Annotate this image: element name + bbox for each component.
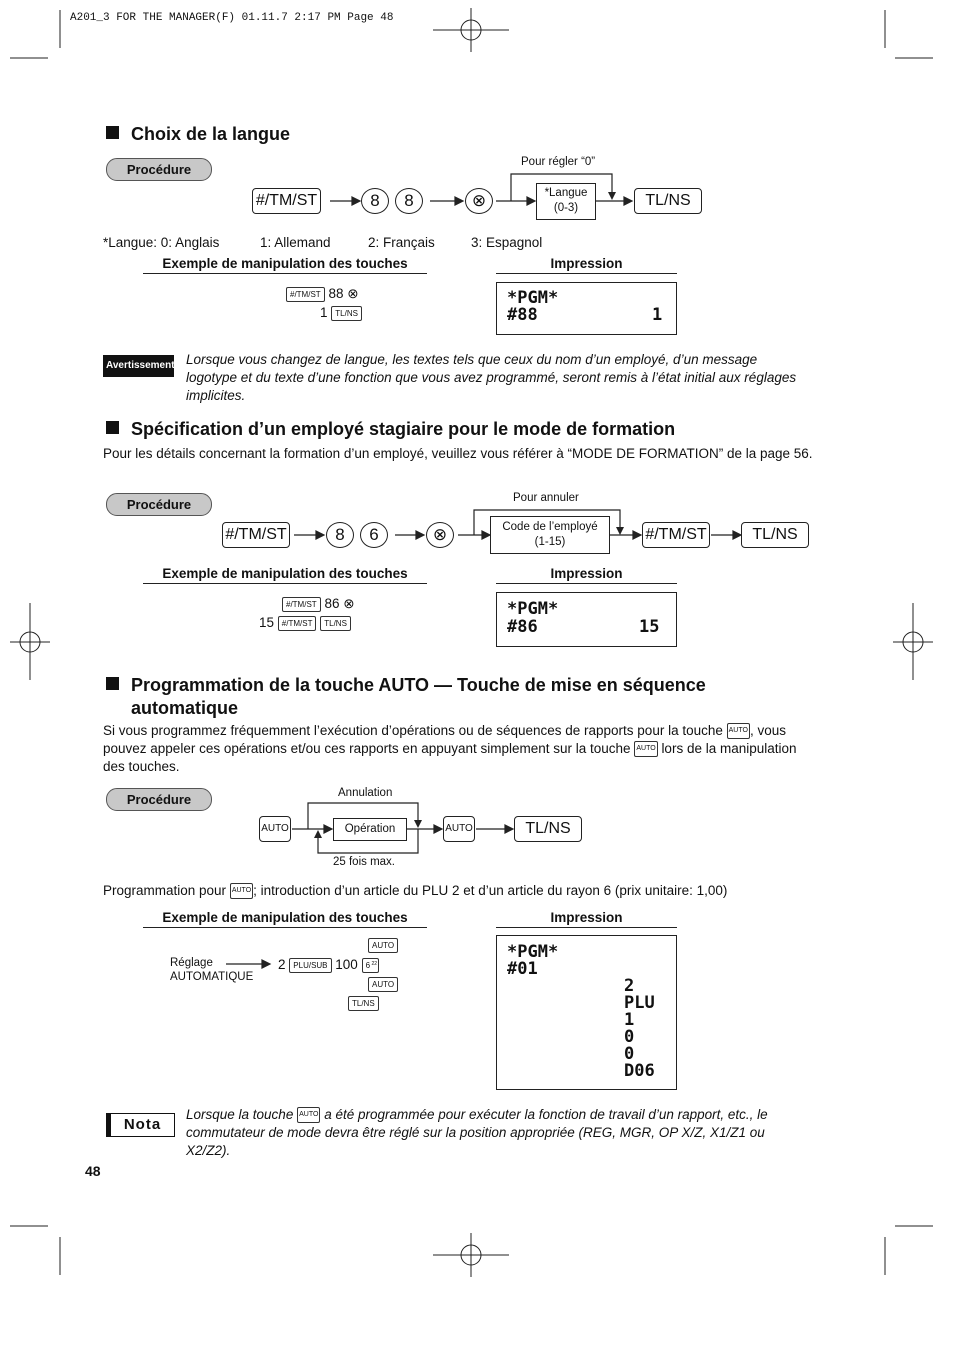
section-title-trainee: Spécification d’un employé stagiaire pour le mode de formation <box>106 419 675 440</box>
language-note-2: 2: Français <box>368 235 435 250</box>
receipt-trainee <box>496 592 677 647</box>
warning-badge: Avertissement <box>106 355 174 377</box>
auto-key-small: AUTO <box>368 976 398 994</box>
tmst-key-small: #/TM/ST <box>286 287 325 302</box>
circle-times-icon: ⊗ <box>343 596 355 611</box>
set-zero-note: Pour régler “0” <box>521 156 596 168</box>
auto-key-small: AUTO <box>368 937 398 955</box>
tmst-key[interactable]: #/TM/ST <box>222 522 290 548</box>
tmst-key-small: #/TM/ST <box>282 597 321 612</box>
tlns-key[interactable]: TL/NS <box>634 188 702 214</box>
auto-key-inline: AUTO <box>230 883 253 899</box>
digit-8-key[interactable]: 8 <box>395 188 423 214</box>
receipt-line: 2 <box>624 976 635 996</box>
section-title-language: Choix de la langue <box>106 124 290 145</box>
annulation-note: Annulation <box>338 787 393 799</box>
employee-code-box: Code de l’employé (1-15) <box>490 516 610 554</box>
auto-intro: Si vous programmez fréquemment l’exécution d’opérations ou de séquences de rapports pour la touche AUTO , vous pouvez appeler ces opérations et/ou ces rapports en appuyant simplement sur la touche AUTO lors de la manipulation des touches. <box>103 723 797 774</box>
programming-line: Programmation pour AUTO ; introduction d’un article du PLU 2 et d’un article du rayon 6 (prix unitaire: 1,00) <box>103 883 728 898</box>
cancel-note: Pour annuler <box>513 492 579 504</box>
reglage-label: Réglage <box>170 957 213 969</box>
tmst-key[interactable]: #/TM/ST <box>252 188 321 214</box>
auto-key[interactable]: AUTO <box>443 816 475 842</box>
tlns-key-small: TL/NS <box>348 995 379 1013</box>
circle-times-icon: ⊗ <box>432 525 448 544</box>
auto-key-inline: AUTO <box>634 741 657 757</box>
dept6-key-small: 6 22 <box>362 958 379 973</box>
warning-text: Lorsque vous changez de langue, les textes tels que ceux du nom d’un employé, d’un message logotype et du texte d’une fonction que vous avez programmé, seront remis à l’état initial aux réglages implicites. <box>186 352 797 403</box>
circle-times-icon: ⊗ <box>347 286 359 301</box>
operation-box: Opération <box>333 818 407 841</box>
receipt-line: 1 <box>624 1010 635 1030</box>
receipt-auto <box>496 935 677 1090</box>
tmst-key[interactable]: #/TM/ST <box>642 522 710 548</box>
procedure-badge: Procédure <box>106 788 212 811</box>
tmst-key-small: #/TM/ST <box>278 616 317 631</box>
circle-times-icon: ⊗ <box>471 191 487 210</box>
example-line-1: #/TM/ST 86 ⊗ <box>282 595 355 613</box>
bullet-square-icon <box>106 421 119 434</box>
example-title: Exemple de manipulation des touches <box>143 910 427 928</box>
example-title: Exemple de manipulation des touches <box>143 566 427 584</box>
multiply-key[interactable] <box>465 188 493 214</box>
language-note-0: *Langue: 0: Anglais <box>103 235 220 250</box>
receipt-line: *PGM* <box>507 942 559 962</box>
plusub-key-small: PLU/SUB <box>289 958 331 973</box>
bullet-square-icon <box>106 126 119 139</box>
receipt-line: *PGM* <box>507 599 559 619</box>
digit-8-key[interactable]: 8 <box>361 188 389 214</box>
tlns-key[interactable]: TL/NS <box>741 522 809 548</box>
tlns-key-small: TL/NS <box>331 306 362 321</box>
nota-text: Lorsque la touche AUTO a été programmée pour exécuter la fonction de travail d’un rapport, etc., le commutateur de mode devra être réglé sur la position appropriée (REG, MGR, OP X/Z, X1/Z1 ou X2/Z2). <box>186 1107 768 1158</box>
receipt-line: *PGM* <box>507 288 559 308</box>
impression-title: Impression <box>496 256 677 274</box>
receipt-line: 1 <box>652 305 663 325</box>
page-number: 48 <box>85 1163 101 1179</box>
language-note-1: 1: Allemand <box>260 235 331 250</box>
auto-key-inline: AUTO <box>727 723 750 739</box>
receipt-line: #86 <box>507 617 538 637</box>
example-line-2: 15 #/TM/ST TL/NS <box>259 614 351 632</box>
receipt-language <box>496 282 677 335</box>
language-entry-box: *Langue (0-3) <box>536 183 596 220</box>
example-title: Exemple de manipulation des touches <box>143 256 427 274</box>
tlns-key-small: TL/NS <box>320 616 351 631</box>
receipt-line: 0 <box>624 1027 635 1047</box>
auto-key-inline: AUTO <box>297 1107 320 1123</box>
receipt-line: 15 <box>639 617 660 637</box>
impression-title: Impression <box>496 566 677 584</box>
impression-title: Impression <box>496 910 677 928</box>
procedure-badge: Procédure <box>106 158 212 181</box>
language-note-3: 3: Espagnol <box>471 235 543 250</box>
example-line-2: 1 TL/NS <box>320 304 362 322</box>
receipt-line: #88 <box>507 305 538 325</box>
automatique-label: AUTOMATIQUE <box>170 971 254 983</box>
example-line-plu: 2 PLU/SUB 100 6 22 <box>278 957 378 972</box>
max-note: 25 fois max. <box>333 856 395 868</box>
example-line-1: #/TM/ST 88 ⊗ <box>286 285 359 303</box>
bullet-square-icon <box>106 677 119 690</box>
receipt-line: D06 <box>624 1061 655 1081</box>
auto-key[interactable]: AUTO <box>259 816 291 842</box>
print-header: A201_3 FOR THE MANAGER(F) 01.11.7 2:17 PM Page 48 <box>70 12 394 24</box>
receipt-line: 0 <box>624 1044 635 1064</box>
nota-badge: Nota <box>110 1113 175 1137</box>
multiply-key[interactable] <box>426 522 454 548</box>
tlns-key[interactable]: TL/NS <box>514 816 582 842</box>
section-title-auto: Programmation de la touche AUTO — Touche de mise en séquence automatique <box>106 674 796 720</box>
receipt-line: PLU <box>624 993 655 1013</box>
digit-6-key[interactable]: 6 <box>360 522 388 548</box>
digit-8-key[interactable]: 8 <box>326 522 354 548</box>
receipt-line: #01 <box>507 959 538 979</box>
procedure-badge: Procédure <box>106 493 212 516</box>
trainee-intro: Pour les détails concernant la formation d’un employé, veuillez vous référer à “MODE DE FORMATION” de la page 56. <box>103 446 813 461</box>
